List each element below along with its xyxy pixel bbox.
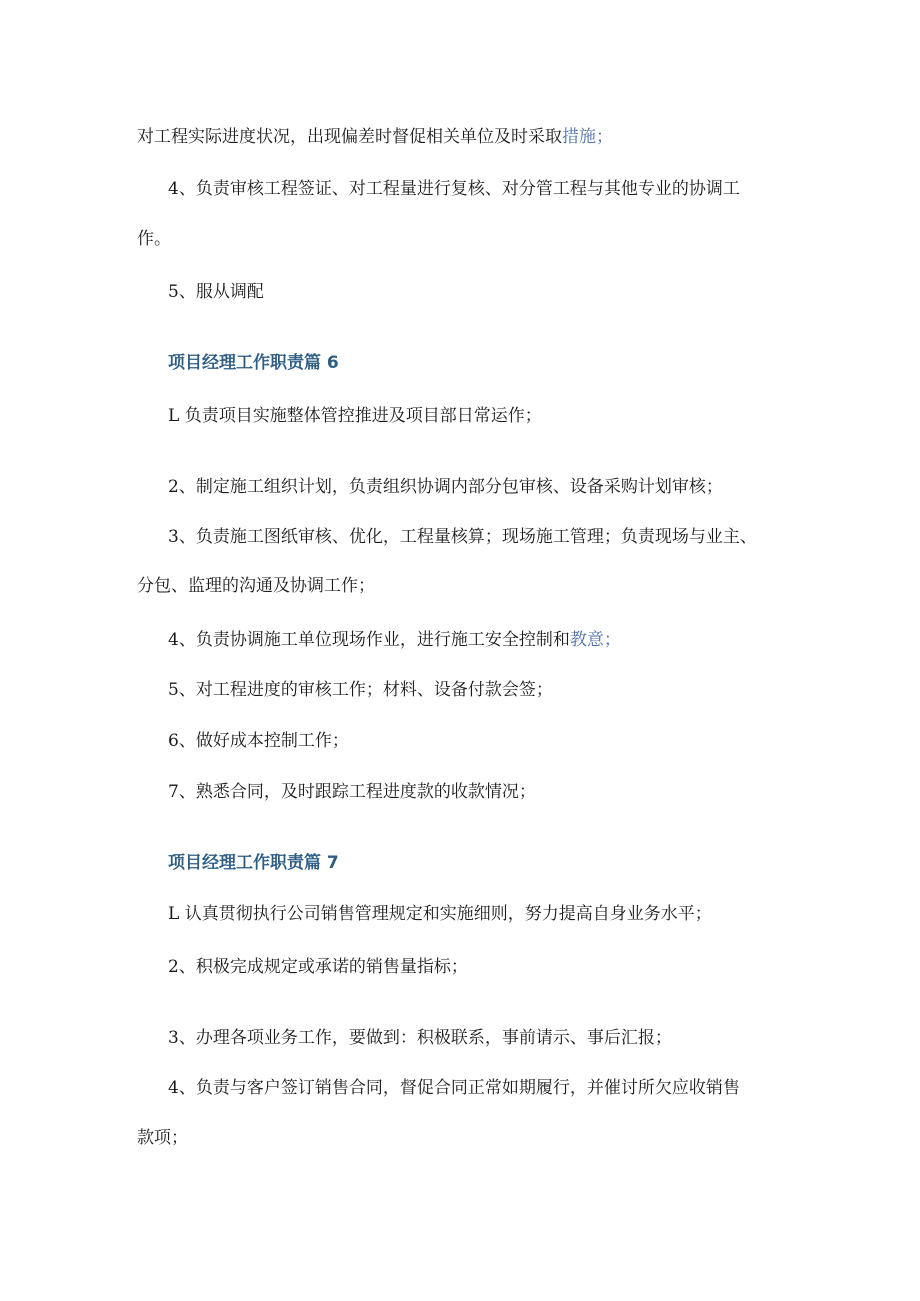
paragraph-continuation: [0, 125, 920, 149]
paragraph-text: 对工程实际进度状况，出现偏差时督促相关单位及时采取: [137, 127, 562, 147]
s7-item-1: L 认真贯彻执行公司销售管理规定和实施细则，努力提高自身业务水平；: [168, 904, 712, 924]
link-education[interactable]: 教意；: [569, 630, 621, 650]
s6-item-1: L 负责项目实施整体管控推进及项目部日常运作；: [168, 406, 542, 426]
list-item-4-line1: 4、负责审核工程签证、对工程量进行复核、对分管工程与其他专业的协调工: [168, 179, 740, 199]
section-heading-6: 项目经理工作职责篇 6: [168, 353, 339, 373]
s7-item-2: 2、积极完成规定或承诺的销售量指标；: [168, 957, 468, 977]
link-measures[interactable]: 措施；: [562, 127, 613, 147]
list-item-5: 5、服从调配: [168, 282, 264, 302]
s6-item-3-line2: 分包、监理的沟通及协调工作；: [137, 576, 375, 596]
s6-item-6: 6、做好成本控制工作；: [168, 731, 349, 751]
s6-item-7: 7、熟悉合同，及时跟踪工程进度款的收款情况；: [168, 782, 536, 802]
list-item-4-line2: 作。: [137, 229, 171, 249]
s6-item-4: [0, 628, 920, 652]
s7-item-3: 3、办理各项业务工作，要做到：积极联系，事前请示、事后汇报；: [168, 1028, 672, 1048]
s7-item-4-line2: 款项；: [137, 1128, 188, 1148]
s7-item-4-line1: 4、负责与客户签订销售合同，督促合同正常如期履行，并催讨所欠应收销售: [168, 1078, 740, 1098]
s6-item-2: 2、制定施工组织计划，负责组织协调内部分包审核、设备采购计划审核；: [168, 477, 723, 497]
section-heading-7: 项目经理工作职责篇 7: [168, 853, 339, 873]
s6-item-5: 5、对工程进度的审核工作；材料、设备付款会签；: [168, 680, 553, 700]
s6-item-4-text: 4、负责协调施工单位现场作业，进行施工安全控制和: [168, 630, 570, 650]
s6-item-3-line1: 3、负责施工图纸审核、优化，工程量核算；现场施工管理；负责现场与业主、: [168, 527, 757, 547]
